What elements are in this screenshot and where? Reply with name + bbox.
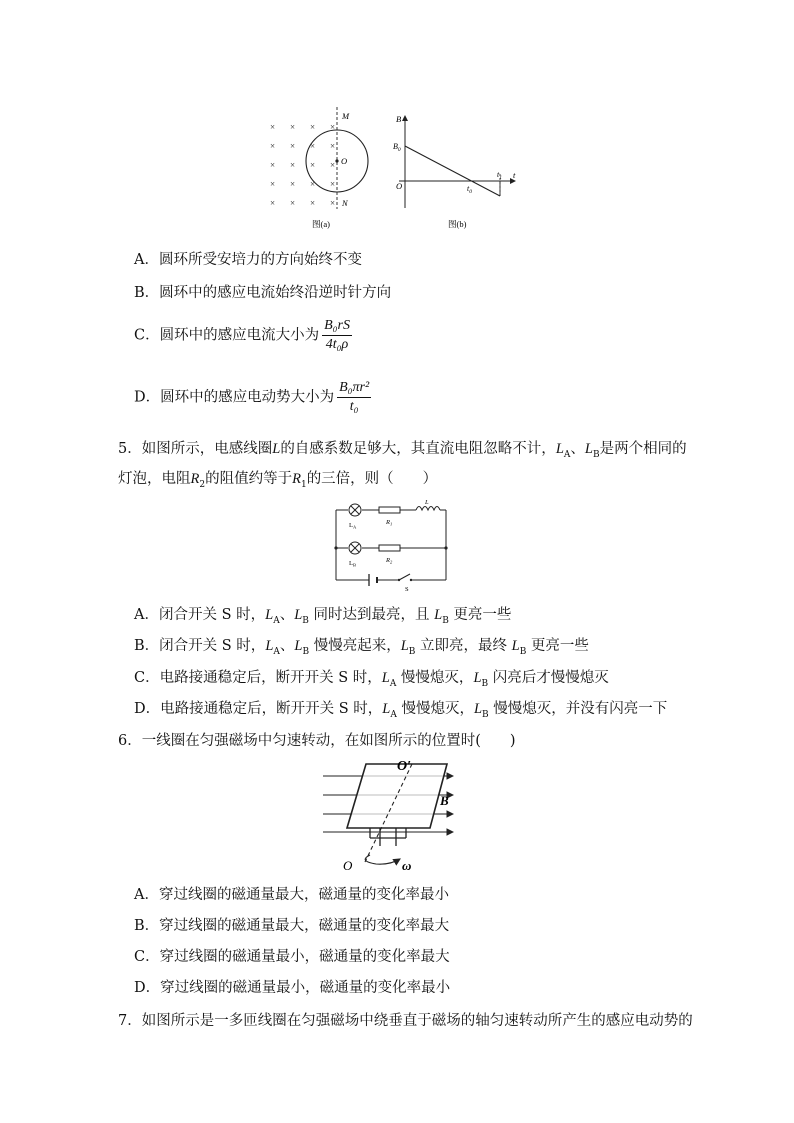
field-cross: × <box>290 198 296 208</box>
field-cross: × <box>270 179 276 189</box>
fraction-d-denominator: t₀ <box>349 399 359 414</box>
q4-option-c-text: C．圆环中的感应电流大小为 <box>134 327 320 344</box>
field-cross: × <box>270 160 276 170</box>
b0-label: $B_0$ <box>393 142 401 153</box>
label-r2: $R_2$ <box>386 557 393 565</box>
q5-stem-line2: 灯泡，电阻$R_2$的阻值约等于$R_1$的三倍，则（ ） <box>118 471 438 490</box>
label-m: M <box>342 111 350 121</box>
q7-stem: 7．如图所示是一多匝线圈在匀强磁场中绕垂直于磁场的轴匀速转动所产生的感应电动势的 <box>118 1013 693 1029</box>
label-n: N <box>342 198 348 208</box>
label-l: L <box>425 499 429 506</box>
field-cross: × <box>330 141 336 151</box>
field-cross: × <box>330 122 336 132</box>
q4-option-d-text: D．圆环中的感应电动势大小为 <box>134 389 335 406</box>
label-lb: $L_B$ <box>349 560 356 568</box>
rotation-arrow <box>365 855 400 864</box>
coil-leads <box>370 828 406 846</box>
field-cross: × <box>330 198 336 208</box>
field-cross: × <box>310 160 316 170</box>
axis-label-t: t <box>513 170 516 180</box>
field-cross: × <box>290 160 296 170</box>
label-b: B <box>440 793 449 808</box>
q5-option-b: B．闭合开关 S 时，$L_A$、$L_B$ 慢慢亮起来，$L_B$ 立即亮，最终 $L_B$ 更亮一些 <box>134 638 589 657</box>
label-o-prime: O′ <box>397 759 412 774</box>
field-cross: × <box>270 198 276 208</box>
q5-option-a: A．闭合开关 S 时，$L_A$、$L_B$ 同时达到最亮，且 $L_B$ 更亮一些 <box>134 607 512 626</box>
field-cross: × <box>270 122 276 132</box>
fraction-d-numerator: B₀πr² <box>337 380 371 398</box>
q6-stem: 6．一线圈在匀强磁场中匀速转动，在如图所示的位置时( ) <box>118 733 516 749</box>
q6-option-d: D．穿过线圈的磁通量最小，磁通量的变化率最小 <box>134 980 451 996</box>
label-o: O <box>341 156 348 166</box>
label-la: $L_A$ <box>349 522 357 530</box>
caption-a: 图(a) <box>312 219 330 229</box>
q4-option-b: B．圆环中的感应电流始终沿逆时针方向 <box>134 285 392 301</box>
label-s: S <box>405 586 409 593</box>
field-cross: × <box>290 179 296 189</box>
field-cross: × <box>290 141 296 151</box>
label-omega: ω <box>402 858 412 873</box>
t1-label: $t_1$ <box>497 170 502 181</box>
fraction-c-numerator: B₀rS <box>322 318 352 336</box>
q5-stem-line1: 5．如图所示，电感线圈L的自感系数足够大，其直流电阻忽略不计，$L_A$、$L_B$是两个相同的 <box>118 441 687 460</box>
field-cross: × <box>310 198 316 208</box>
field-cross: × <box>290 122 296 132</box>
fraction-c-denominator: 4t₀ρ <box>325 337 349 352</box>
t0-label: $t_0$ <box>467 184 472 195</box>
q6-option-b: B．穿过线圈的磁通量最大，磁通量的变化率最大 <box>134 918 450 934</box>
caption-b: 图(b) <box>448 219 467 229</box>
label-o: O <box>343 858 353 873</box>
field-cross: × <box>310 179 316 189</box>
field-cross: × <box>330 179 336 189</box>
q6-option-a: A．穿过线圈的磁通量最大，磁通量的变化率最小 <box>134 887 449 903</box>
origin-label: O <box>396 181 403 191</box>
q4-option-a: A．圆环所受安培力的方向始终不变 <box>134 252 362 268</box>
label-r1: $R_1$ <box>386 519 393 527</box>
field-cross: × <box>310 122 316 132</box>
q5-option-d: D．电路接通稳定后，断开开关 S 时，$L_A$ 慢慢熄灭，$L_B$ 慢慢熄灭，并没有闪亮一下 <box>134 701 668 720</box>
q6-option-c: C．穿过线圈的磁通量最小，磁通量的变化率最大 <box>134 949 450 965</box>
axis-label-b: B <box>396 114 402 124</box>
field-cross: × <box>270 141 276 151</box>
field-cross: × <box>310 141 316 151</box>
q5-option-c: C．电路接通稳定后，断开开关 S 时，$L_A$ 慢慢熄灭，$L_B$ 闪亮后才慢慢熄灭 <box>134 670 609 689</box>
field-cross: × <box>330 160 336 170</box>
